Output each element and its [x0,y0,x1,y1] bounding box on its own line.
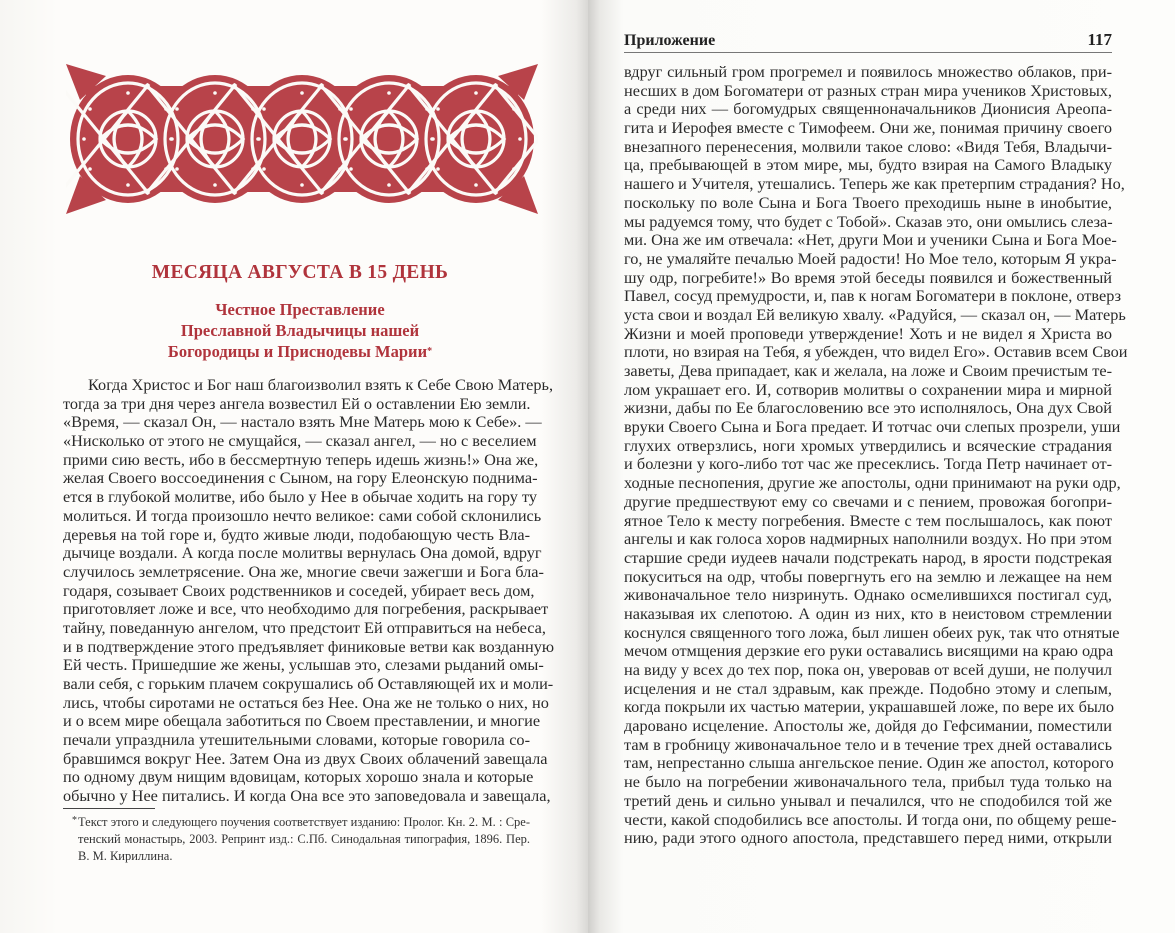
ornament-dot [338,107,342,111]
text-line: коснулся священного того ложа, был лишен обеих рук, так что отнятые [624,622,1120,642]
text-line: не было на погребении живоначального тела, прибыл туда только на [624,772,1112,792]
text-line: ца, пребывающей в этом мире, мы, будто взирая на Самого Владыку [624,155,1112,175]
text-line: Павел, сосуд премудрости, и, пав к ногам Богоматери в поклоне, отверз [624,286,1121,306]
ornament-dot [300,91,304,95]
text-line: и о всем мире обещала заботиться по Своем преставлении, и многие [63,711,541,731]
text-line: уста свои и воздал Ей великую хвалу. «Радуйся, — сказал он, — Матерь [624,304,1126,324]
text-line: бравшимся вокруг Нее. Затем Она из двух Своих облачений завещала [63,748,548,768]
ornament-dot [126,183,130,187]
text-line: Ей честь. Пришедшие же жены, услышав это, слезами рыданий омы- [63,655,544,675]
subtitle-line-text: Богородицы и Приснодевы Марии [167,342,428,361]
text-line: живоначальное тело низринуть. Однако осмелившихся постигал суд, [624,585,1112,605]
footnote-line: В. М. Кириллина. [78,849,173,863]
text-line: вдруг сильный гром прогремел и появилось множество облаков, при- [624,62,1112,81]
ornament-dot [425,107,429,111]
text-line: покуситься на одр, чтобы повергнуть его на землю и лежащее на нем [624,566,1112,586]
ornament-dot [343,137,347,141]
right-body-text [624,62,1128,848]
text-line: старшие среди иудеев начали подстрекать народ, в ярости подстрекая [624,547,1112,567]
text-line: глухих отверзлись, ноги хромых утвердились и всяческие страдания [624,435,1112,455]
text-line: а среди них — богомудрых священноначальников Дионисия Ареопа- [624,99,1112,119]
text-line: случилось землетрясение. Она же, многие свечи зажегши и Бога бла- [63,561,544,581]
text-line: другие предшествуют ему со свечами и с пением, провожая богопри- [624,491,1112,511]
ornament-dot [387,91,391,95]
text-line: желая Своего воссоединения с Сыном, на гору Елеонскую поднима- [63,468,538,488]
ornament-dot [164,107,168,111]
footnote-marker: * [72,815,77,826]
ornament-dot [436,107,440,111]
left-body-text [63,375,555,806]
ornament-dot [251,167,255,171]
ornament-dot [349,167,353,171]
text-line: мы радуемся тому, что будет с Тобой». Сказав это, они омылись слеза- [624,211,1113,231]
ornament-dot [169,137,173,141]
text-line: ходные песнопения, другие же апостолы, одни принимают на руки одр, [624,473,1121,493]
text-line: печали упразднила утешительными словами, которые говорила со- [63,730,530,750]
text-line: «Время, — сказал Он, — настало взять Мне Матерь мою к Себе». — [63,412,542,432]
ornament-dot [349,107,353,111]
text-line: жизни, дабы по Ее благословению все это исполнялось, Она дух Свой [624,398,1112,418]
ornament-dot [82,137,86,141]
text-line: там в гробницу живоначальное тело и в течение трех дней оставались [624,734,1112,754]
ornament-dot [338,167,342,171]
footnote [72,814,530,865]
text-line: годаря, созывает Своих родственников и соседей, убирает весь дом, [63,580,535,600]
ornament-dot [251,107,255,111]
text-line: там, непрестанно слыша ангельское пение. Один же апостол, которого [624,753,1114,773]
text-line: Когда Христос и Бог наш благоизволил взять к Себе Свою Матерь, [88,375,554,394]
text-line: вали себя, с горьким плачем сокрушались об Оставляющей их и моли- [63,674,554,693]
ornament-dot [175,167,179,171]
text-line: чести, какой сподобились все апостолы. И тогда они, по общему реше- [624,809,1117,829]
text-line: гита и Иерофея вместе с Тимофеем. Они же, понимая причину своего [624,118,1112,138]
ornament-dot [387,183,391,187]
text-line: плоти, но взирая на Тебя, я убежден, что видел Его». Оставив всем Свои [624,342,1128,362]
chapter-heading: МЕСЯЦА АВГУСТА В 15 ДЕНЬ [151,262,449,283]
text-line: го, не умаляйте печалью Моей радости! Но Мое тело, которым Я укра- [624,248,1117,268]
ornament-dot [300,183,304,187]
ornament-dot [474,91,478,95]
text-line: несших в дом Богоматери от разных стран мира учеников Христовых, [624,80,1112,100]
ornament-dot [474,183,478,187]
text-line: молиться. И тогда произошло нечто великое: сами собой склонились [63,505,542,525]
text-line: лись, чтобы сиротами не остаться без Нее. Она же не только о них, но [63,692,549,712]
text-line: шу одр, погребите!» Во время этой беседы появился и божественный [624,267,1112,287]
text-line: обычно у Нее питались. И когда Она все это заповедовала и завещала, [63,786,551,806]
footnote-marker: * [427,346,433,357]
text-line: поскольку по воле Сына и Бога Твоего преходишь ныне в инобытие, [624,192,1112,212]
ornament-dot [256,137,260,141]
text-line: тогда за три дня через ангела возвестил Ей о оставлении Ею земли. [63,393,531,413]
text-line: ется в глубокой молитве, ибо было у Нее в обычае ходить на гору ту [63,487,538,507]
text-line: третий день и сильно унывал и печалился, что не сподобился той же [624,790,1112,810]
ornament-dot [512,107,516,111]
running-head: Приложение [624,32,716,49]
text-line: деревья на той горе и, будто живые люди, подобающую честь Вла- [63,524,530,544]
footnote-divider [63,808,155,809]
ornament-dot [126,91,130,95]
text-line: и болезни у кого-либо тот час же пресеклись. Тогда Петр начинает от- [624,454,1112,474]
text-line: исцеления и не стал здравым, как прежде. Подобно этому и слепым, [624,678,1112,698]
text-line: на виду у всех до тех пор, пока он, уверовав от всей души, не получил [624,660,1112,679]
ornament-dot [436,167,440,171]
text-line: дычице воздали. А когда после молитвы вернулась Она домой, вдруг [63,543,542,563]
right-page [588,0,1175,933]
ornament-dot [262,107,266,111]
page-number: 117 [1087,30,1112,49]
text-line: когда покрыли их частью материи, украшавшей ложе, по вере их было [624,697,1115,717]
text-line: «Нисколько от этого не смущайся, — сказал ангел, — но с веселием [63,431,537,451]
ornament-dot [164,167,168,171]
chapter-subtitle [63,299,537,362]
subtitle-line: Преславной Владычицы нашей [180,321,420,340]
text-line: нию, ради этого одного апостола, представшего перед ними, открыли [624,828,1112,848]
ornament-dot [512,167,516,171]
text-line: вруки Своего Сына и Бога предает. И тотчас очи слепых прозрели, уши [624,417,1121,437]
text-line: нашего и Учителя, утешались. Теперь же как претерпим страдания? Но, [624,174,1125,194]
text-line: прими сию весть, ибо в бессмертную теперь идешь жизнь!» Она же, [63,449,539,469]
ornament-dot [425,167,429,171]
text-line: тайну, поведанную ангелом, что предстоит Ей отправиться на небеса, [63,617,546,637]
footnote-line: тенский монастырь, 2003. Репринт изд.: С.Пб. Синодальная типография, 1896. Пер. [78,832,530,846]
text-line: лом украшает его. И, сотворив молитвы о сохранении мира и мирной [624,379,1112,399]
text-line: наказывая их слепотою. А один из них, кто в неистовом стремлении [624,603,1112,623]
text-line: приготовляет ложе и все, что необходимо для погребения, раскрывает [63,599,549,619]
text-line: заветы, Дева припадает, как и желала, на ложе и Своим пречистым те- [624,361,1112,380]
ornament-dot [430,137,434,141]
text-line: ангелы и как голоса хоров надмирных наполнили воздух. Но при этом [624,529,1112,549]
text-line: ятное Тело к месту погребения. Вместе с тем послышалось, как поют [624,510,1112,530]
header-rule [624,52,1112,53]
text-line: мечом отмщения дерзкие его руки оставались висящими на краю одра [624,641,1114,661]
ornament-dot [213,91,217,95]
text-line: по одному двум нищим вдовицам, которых хорошо знала и которые [63,767,534,787]
subtitle-line: Честное Преставление [215,300,385,319]
text-line: даровано исцеление. Апостолы же, дойдя до Гефсимании, поместили [624,716,1112,736]
footnote-line: Текст этого и следующего поучения соответствует изданию: Пролог. Кн. 2. М. : Сре- [78,815,530,829]
text-line: внезапного перенесения, молвили такое слово: «Видя Тебя, Владычи- [624,136,1112,156]
ornament-dot [88,167,92,171]
ornament-dot [262,167,266,171]
subtitle-line [63,341,537,362]
text-line: Жизни и моей проповеди утверждение! Хоть и не видел я Христа во [624,323,1112,343]
ornament-dot [518,137,522,141]
ornament-dot [213,183,217,187]
celtic-knot-ornament [66,64,538,214]
ornament-dot [175,107,179,111]
text-line: ми. Она же им отвечала: «Нет, други Мои и ученики Сына и Бога Мое- [624,230,1117,250]
ornament-dot [88,107,92,111]
text-line: и в подтверждение этого предъявляет финиковые ветви как возданную [63,636,555,656]
